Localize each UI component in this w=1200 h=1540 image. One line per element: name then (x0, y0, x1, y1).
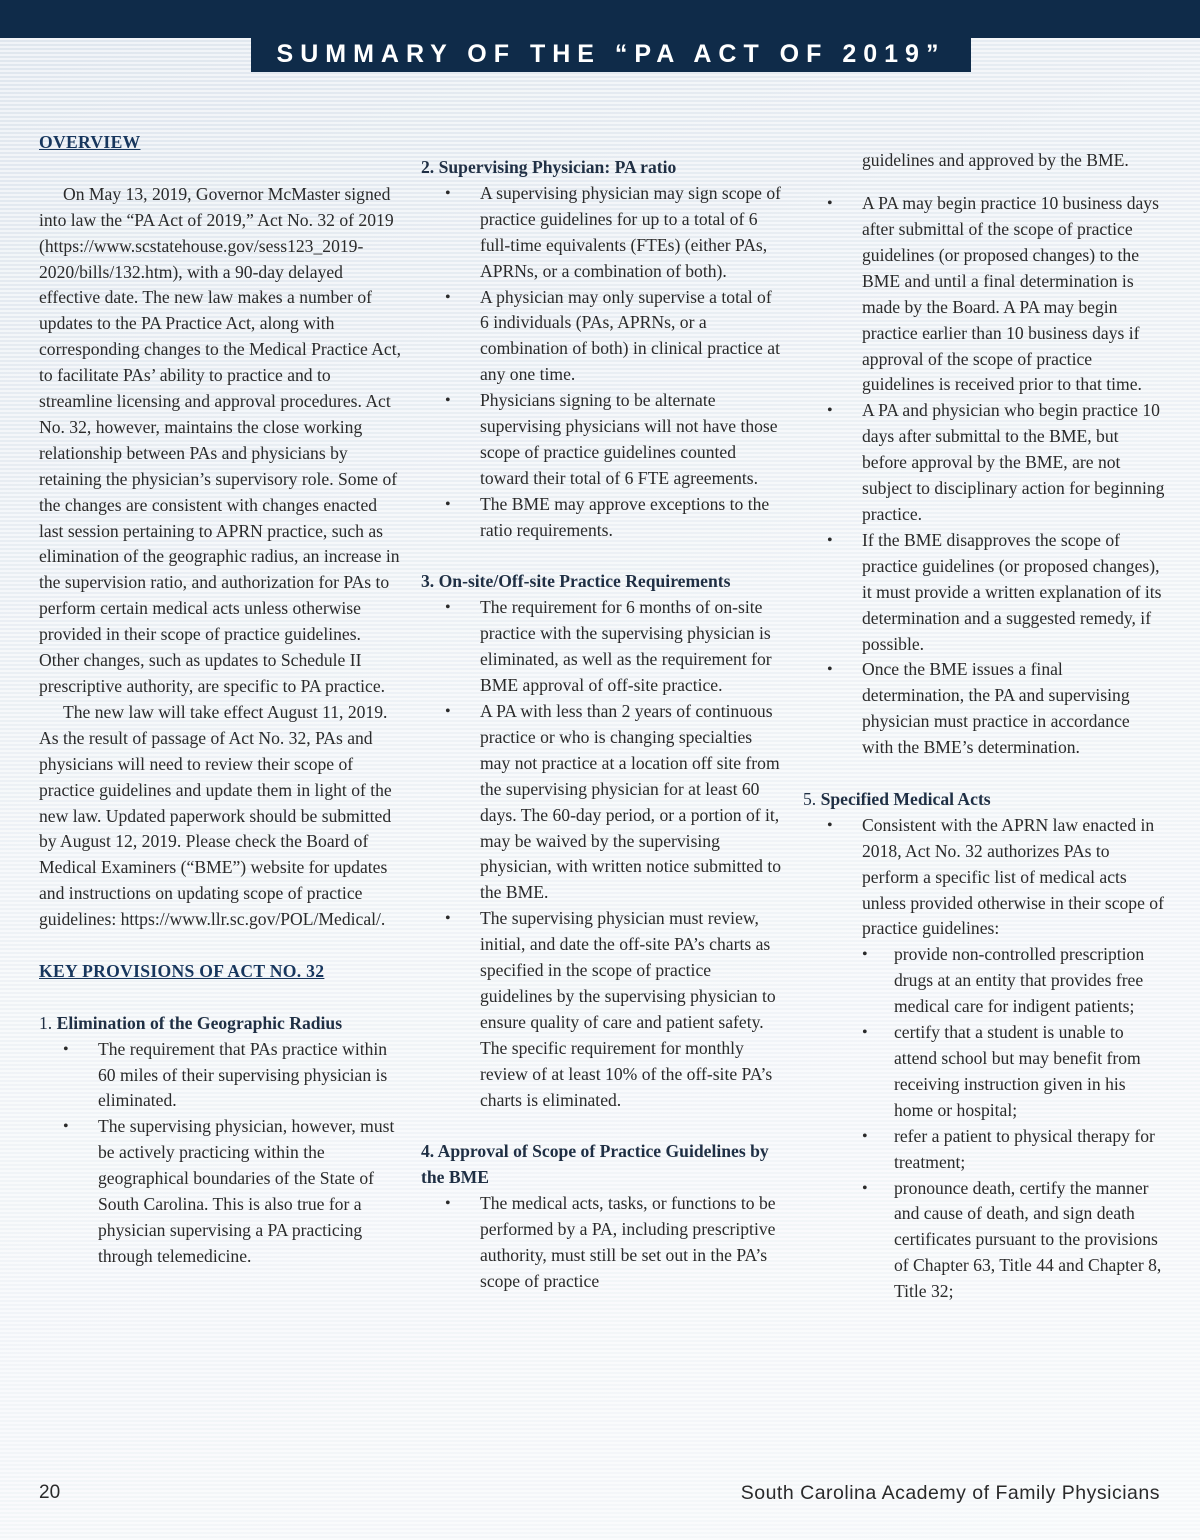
list-item: • The requirement that PAs practice within 60 miles of their supervising physician is eliminated. (39, 1037, 401, 1115)
list-item: • A physician may only supervise a total of 6 individuals (PAs, APRNs, or a combination of both) in clinical practice at any one time. (421, 285, 783, 389)
publication-name: South Carolina Academy of Family Physicians (740, 1482, 1160, 1504)
overview-paragraph-1: On May 13, 2019, Governor McMaster signed into law the “PA Act of 2019,” Act No. 32 of 2019 (https://www.scstatehouse.gov/sess123_2019-2020/bills/132.htm), with a 90-day delayed effective date. The new law makes a number of updates to the PA Practice Act, along with corresponding changes to the Medical Practice Act, to facilitate PAs’ ability to practice and to streamline licensing and approval procedures. Act No. 32, however, maintains the close working relationship between PAs and physicians by retaining the physician’s supervisory role. Some of the changes are consistent with changes enacted last session pertaining to APRN practice, such as elimination of the geographic radius, an increase in the supervision ratio, and authorization for PAs to perform certain medical acts unless otherwise provided in their scope of practice guidelines. Other changes, such as updates to Schedule II prescriptive authority, are specific to PA practice. (39, 183, 402, 697)
list-item: • Consistent with the APRN law enacted in 2018, Act No. 32 authorizes PAs to perform a specific list of medical acts unless provided otherwise in their scope of practice guidelines: (803, 813, 1165, 943)
section-4-heading (421, 1139, 783, 1191)
section-1-title: Elimination of the Geographic Radius (56, 1012, 343, 1033)
section-2-number: 2. (421, 157, 435, 177)
list-item: • If the BME disapproves the scope of practice guidelines (or proposed changes), it must provide a written explanation of its determination and a suggested remedy, if possible. (803, 528, 1165, 658)
section-2-heading (421, 155, 783, 181)
list-item: • A PA and physician who begin practice 10 days after submittal to the BME, but before approval by the BME, are not subject to disciplinary action for beginning practice. (803, 398, 1165, 528)
section-3-heading (421, 569, 783, 595)
list-item: • A supervising physician may sign scope of practice guidelines for up to a total of 6 full-time equivalents (FTEs) (either PAs, APRNs, or a combination of both). (421, 181, 783, 285)
list-item: • A PA with less than 2 years of continuous practice or who is changing specialties may not practice at a location off site from the supervising physician for at least 60 days. The 60-day period, or a portion of it, may be waived by the supervising physician, with written notice submitted to the BME. (421, 699, 783, 906)
list-item: • The requirement for 6 months of on-site practice with the supervising physician is eliminated, as well as the requirement for BME approval of off-site practice. (421, 595, 783, 699)
list-item: • The medical acts, tasks, or functions to be performed by a PA, including prescriptive authority, must still be set out in the PA’s scope of practice (421, 1191, 783, 1295)
list-item: • refer a patient to physical therapy for treatment; (862, 1124, 1165, 1176)
key-provisions-heading: KEY PROVISIONS OF ACT NO. 32 (39, 960, 325, 981)
section-3-title: On-site/Off-site Practice Requirements (438, 571, 731, 592)
page-number: 20 (39, 1482, 61, 1503)
section-4-number: 4. (421, 1141, 435, 1162)
column-1 (39, 130, 401, 1270)
list-item: • Once the BME issues a final determination, the PA and supervising physician must practice in accordance with the BME’s determination. (803, 657, 1165, 761)
section-3-number: 3. (421, 571, 435, 592)
page-title-banner: SUMMARY OF THE “PA ACT OF 2019” (251, 36, 971, 72)
list-item: • pronounce death, certify the manner and cause of death, and sign death certificates pursuant to the provisions of Chapter 63, Title 44 and Chapter 8, Title 32; (862, 1176, 1165, 1306)
column-3 (803, 130, 1165, 1305)
section-2-title: Supervising Physician: PA ratio (438, 157, 677, 177)
section-5-title: Specified Medical Acts (820, 788, 991, 809)
top-color-bar (0, 0, 1200, 38)
list-item: • provide non-controlled prescription drugs at an entity that provides free medical care for indigent patients; (862, 942, 1165, 1020)
list-item: • The supervising physician, however, must be actively practicing within the geographical boundaries of the State of South Carolina. This is also true for a physician supervising a PA practicing through telemedicine. (39, 1114, 401, 1269)
list-item: • A PA may begin practice 10 business days after submittal of the scope of practice guidelines (or proposed changes) to the BME and until a final determination is made by the Board. A PA may begin practice earlier than 10 business days if approval of the scope of practice guidelines is received prior to that time. (803, 191, 1165, 398)
section-4-bullet-continuation: guidelines and approved by the BME. (862, 149, 1129, 170)
section-5-heading (803, 787, 1165, 813)
section-2-bullets (421, 181, 783, 544)
section-5-number: 5. (803, 788, 817, 809)
section-4-bullets-part-1 (421, 1191, 783, 1295)
list-item: • The supervising physician must review, initial, and date the off-site PA’s charts as specified in the scope of practice guidelines by the supervising physician to ensure quality of care and patient safety. The specific requirement for monthly review of at least 10% of the off-site PA’s charts is eliminated. (421, 906, 783, 1113)
section-4-bullets-part-2 (803, 191, 1165, 761)
list-item: • certify that a student is unable to attend school but may benefit from receiving instruction given in his home or hospital; (862, 1020, 1165, 1124)
section-1-bullets (39, 1037, 401, 1270)
list-item: • The BME may approve exceptions to the ratio requirements. (421, 492, 783, 544)
section-1-number: 1. (39, 1012, 53, 1033)
section-5-bullets (803, 813, 1165, 943)
section-4-title: Approval of Scope of Practice Guidelines by the BME (421, 1141, 769, 1188)
section-3-bullets (421, 595, 783, 1113)
column-2 (421, 155, 783, 1295)
overview-paragraph-2: The new law will take effect August 11, 2019. As the result of passage of Act No. 32, PAs and physicians will need to review their scope of practice guidelines and update them in light of the new law. Updated paperwork should be submitted by August 12, 2019. Please check the Board of Medical Examiners (“BME”) website for updates and instructions on updating scope of practice guidelines: https://www.llr.sc.gov/POL/Medical/. (39, 701, 392, 930)
section-1-heading (39, 1011, 401, 1037)
overview-heading: OVERVIEW (39, 132, 141, 152)
section-5-sub-bullets (862, 942, 1165, 1305)
list-item: • Physicians signing to be alternate supervising physicians will not have those scope of practice guidelines counted toward their total of 6 FTE agreements. (421, 388, 783, 492)
